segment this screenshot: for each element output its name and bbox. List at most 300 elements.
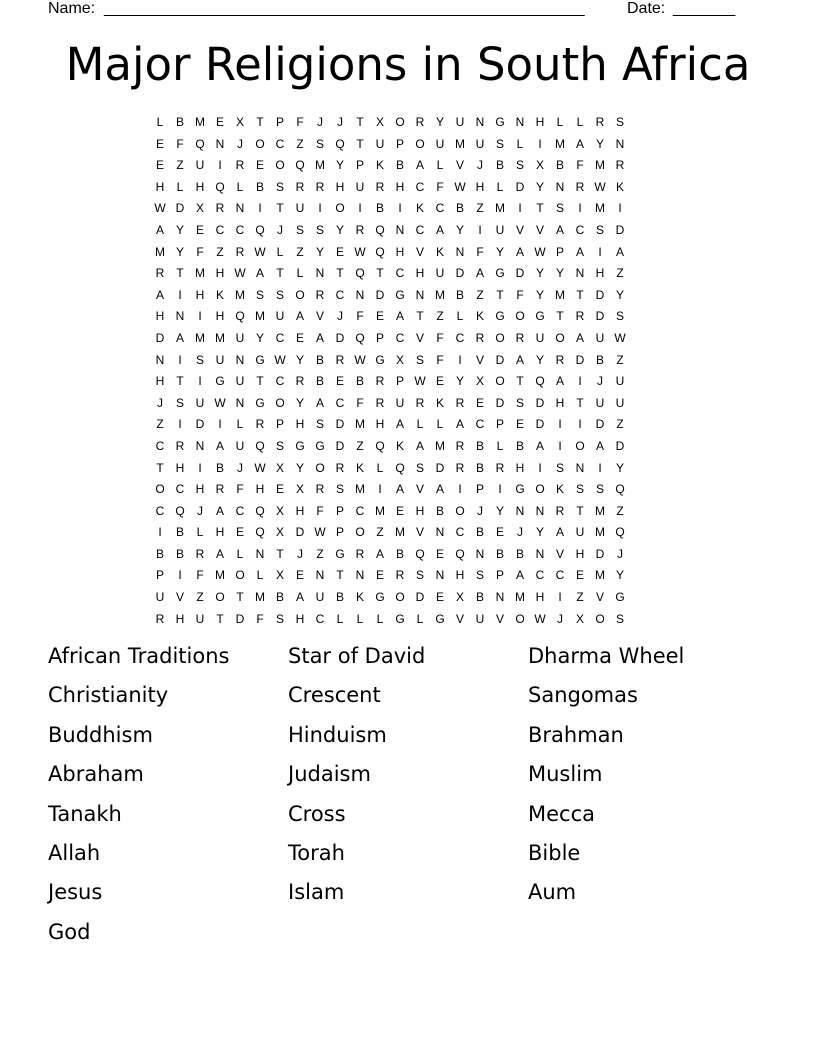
grid-letter[interactable]: Y (255, 330, 264, 345)
grid-letter[interactable]: P (395, 374, 404, 389)
grid-letter[interactable]: A (175, 330, 184, 345)
grid-letter[interactable]: S (275, 179, 284, 194)
grid-letter[interactable]: J (317, 115, 323, 129)
grid-letter[interactable]: T (276, 201, 284, 216)
grid-letter[interactable]: D (595, 287, 605, 302)
grid-letter[interactable]: Q (195, 136, 205, 151)
grid-letter[interactable]: X (275, 460, 284, 475)
grid-letter[interactable]: C (275, 374, 285, 389)
grid-letter[interactable]: S (555, 460, 564, 475)
grid-letter[interactable]: E (515, 417, 524, 432)
grid-letter[interactable]: S (615, 309, 624, 324)
grid-letter[interactable]: Z (196, 590, 204, 605)
grid-letter[interactable]: C (455, 330, 465, 345)
grid-letter[interactable]: O (235, 568, 245, 583)
grid-letter[interactable]: F (176, 136, 184, 151)
grid-letter[interactable]: V (595, 590, 604, 605)
grid-letter[interactable]: L (376, 460, 384, 475)
grid-letter[interactable]: Q (215, 179, 225, 194)
grid-letter[interactable]: Q (235, 309, 245, 324)
grid-letter[interactable]: M (435, 287, 445, 302)
grid-letter[interactable]: M (215, 330, 225, 345)
grid-letter[interactable]: E (435, 374, 444, 389)
grid-letter[interactable]: T (276, 266, 284, 281)
grid-letter[interactable]: Y (295, 352, 304, 367)
grid-letter[interactable]: I (558, 417, 562, 432)
grid-letter[interactable]: O (555, 330, 565, 345)
grid-letter[interactable]: Q (355, 266, 365, 281)
grid-letter[interactable]: R (215, 201, 225, 216)
grid-letter[interactable]: S (615, 611, 624, 626)
grid-letter[interactable]: N (175, 309, 185, 324)
grid-letter[interactable]: P (495, 568, 504, 583)
grid-letter[interactable]: U (235, 374, 245, 389)
grid-letter[interactable]: R (415, 395, 425, 410)
grid-letter[interactable]: K (555, 482, 564, 497)
grid-letter[interactable]: A (435, 222, 444, 237)
grid-letter[interactable]: Q (375, 438, 385, 453)
grid-letter[interactable]: C (475, 417, 485, 432)
grid-letter[interactable]: W (274, 352, 286, 367)
grid-letter[interactable]: G (495, 266, 505, 281)
grid-letter[interactable]: R (195, 546, 205, 561)
grid-letter[interactable]: E (275, 482, 284, 497)
grid-letter[interactable]: H (295, 611, 305, 626)
grid-letter[interactable]: B (515, 546, 524, 561)
grid-letter[interactable]: O (335, 201, 345, 216)
grid-letter[interactable]: Q (255, 438, 265, 453)
grid-letter[interactable]: Z (616, 503, 624, 518)
grid-letter[interactable]: Q (615, 482, 625, 497)
grid-letter[interactable]: H (375, 417, 385, 432)
grid-letter[interactable]: H (395, 244, 405, 259)
grid-letter[interactable]: G (395, 611, 405, 626)
grid-letter[interactable]: I (258, 201, 262, 216)
grid-letter[interactable]: S (415, 568, 424, 583)
grid-letter[interactable]: Z (436, 309, 444, 324)
grid-letter[interactable]: Y (615, 460, 624, 475)
grid-letter[interactable]: R (335, 460, 345, 475)
grid-letter[interactable]: Y (175, 244, 184, 259)
grid-letter[interactable]: U (235, 330, 245, 345)
grid-letter[interactable]: E (495, 525, 504, 540)
grid-letter[interactable]: Z (156, 417, 164, 432)
grid-letter[interactable]: D (175, 201, 185, 216)
grid-letter[interactable]: F (316, 503, 324, 518)
grid-letter[interactable]: L (376, 611, 384, 626)
grid-letter[interactable]: B (215, 460, 224, 475)
grid-letter[interactable]: B (335, 590, 344, 605)
grid-letter[interactable]: T (576, 395, 584, 410)
grid-letter[interactable]: H (475, 179, 485, 194)
grid-letter[interactable]: U (455, 115, 465, 129)
grid-letter[interactable]: Q (395, 460, 405, 475)
grid-letter[interactable]: F (196, 244, 204, 259)
grid-letter[interactable]: H (215, 525, 225, 540)
grid-letter[interactable]: C (395, 330, 405, 345)
grid-letter[interactable]: L (516, 136, 524, 151)
grid-letter[interactable]: J (477, 503, 483, 518)
grid-letter[interactable]: I (178, 352, 182, 367)
grid-letter[interactable]: U (615, 395, 625, 410)
grid-letter[interactable]: G (315, 438, 325, 453)
grid-letter[interactable]: D (295, 525, 305, 540)
grid-letter[interactable]: U (395, 395, 405, 410)
grid-letter[interactable]: T (356, 136, 364, 151)
grid-letter[interactable]: Q (175, 503, 185, 518)
grid-letter[interactable]: H (175, 611, 185, 626)
grid-letter[interactable]: F (576, 158, 584, 173)
grid-letter[interactable]: N (435, 525, 445, 540)
grid-letter[interactable]: U (315, 590, 325, 605)
grid-letter[interactable]: V (455, 611, 464, 626)
grid-letter[interactable]: W (454, 179, 466, 194)
grid-letter[interactable]: T (216, 611, 224, 626)
grid-letter[interactable]: W (214, 395, 226, 410)
grid-letter[interactable]: G (375, 590, 385, 605)
grid-letter[interactable]: S (415, 352, 424, 367)
grid-letter[interactable]: J (557, 611, 563, 626)
grid-letter[interactable]: Z (616, 352, 624, 367)
grid-letter[interactable]: X (235, 115, 244, 129)
grid-letter[interactable]: Y (535, 266, 544, 281)
grid-letter[interactable]: C (535, 568, 545, 583)
grid-letter[interactable]: Y (295, 395, 304, 410)
grid-letter[interactable]: S (475, 568, 484, 583)
grid-letter[interactable]: Q (295, 158, 305, 173)
grid-letter[interactable]: V (455, 158, 464, 173)
grid-letter[interactable]: U (375, 136, 385, 151)
grid-letter[interactable]: A (315, 395, 324, 410)
grid-letter[interactable]: G (495, 115, 505, 129)
grid-letter[interactable]: O (255, 136, 265, 151)
grid-letter[interactable]: Z (616, 417, 624, 432)
grid-letter[interactable]: S (275, 611, 284, 626)
grid-letter[interactable]: L (416, 611, 424, 626)
grid-letter[interactable]: E (375, 309, 384, 324)
grid-letter[interactable]: R (315, 179, 325, 194)
grid-letter[interactable]: B (455, 287, 464, 302)
grid-letter[interactable]: Z (216, 244, 224, 259)
grid-letter[interactable]: S (175, 395, 184, 410)
grid-letter[interactable]: M (315, 158, 325, 173)
grid-letter[interactable]: J (277, 222, 283, 237)
grid-letter[interactable]: O (515, 611, 525, 626)
grid-letter[interactable]: M (355, 482, 365, 497)
grid-letter[interactable]: Y (455, 374, 464, 389)
grid-letter[interactable]: R (455, 438, 465, 453)
grid-letter[interactable]: P (495, 417, 504, 432)
grid-letter[interactable]: S (315, 222, 324, 237)
grid-letter[interactable]: Y (535, 287, 544, 302)
grid-letter[interactable]: R (415, 115, 425, 129)
grid-letter[interactable]: V (415, 525, 424, 540)
grid-letter[interactable]: A (615, 244, 624, 259)
grid-letter[interactable]: A (255, 266, 264, 281)
grid-letter[interactable]: C (155, 503, 165, 518)
grid-letter[interactable]: T (336, 568, 344, 583)
grid-letter[interactable]: A (295, 309, 304, 324)
grid-letter[interactable]: H (575, 546, 585, 561)
grid-letter[interactable]: S (595, 222, 604, 237)
grid-letter[interactable]: D (595, 309, 605, 324)
grid-letter[interactable]: K (355, 460, 364, 475)
grid-letter[interactable]: R (175, 438, 185, 453)
grid-letter[interactable]: R (375, 179, 385, 194)
grid-letter[interactable]: H (535, 115, 545, 129)
grid-letter[interactable]: F (296, 115, 304, 129)
grid-letter[interactable]: F (476, 244, 484, 259)
grid-letter[interactable]: J (337, 115, 343, 129)
grid-letter[interactable]: L (356, 611, 364, 626)
grid-letter[interactable]: D (455, 266, 465, 281)
grid-letter[interactable]: V (415, 244, 424, 259)
grid-letter[interactable]: N (255, 546, 265, 561)
grid-letter[interactable]: A (215, 438, 224, 453)
grid-letter[interactable]: N (235, 395, 245, 410)
grid-letter[interactable]: I (478, 222, 482, 237)
grid-letter[interactable]: Q (255, 222, 265, 237)
grid-letter[interactable]: R (295, 179, 305, 194)
grid-letter[interactable]: X (375, 115, 384, 129)
grid-letter[interactable]: M (215, 568, 225, 583)
grid-letter[interactable]: C (355, 503, 365, 518)
grid-letter[interactable]: L (556, 115, 564, 129)
grid-letter[interactable]: C (235, 503, 245, 518)
grid-letter[interactable]: M (395, 525, 405, 540)
grid-letter[interactable]: N (215, 136, 225, 151)
grid-letter[interactable]: N (475, 546, 485, 561)
grid-letter[interactable]: T (536, 201, 544, 216)
grid-letter[interactable]: H (175, 460, 185, 475)
grid-letter[interactable]: C (455, 525, 465, 540)
grid-letter[interactable]: P (155, 568, 164, 583)
grid-letter[interactable]: S (315, 136, 324, 151)
grid-letter[interactable]: L (256, 568, 264, 583)
grid-letter[interactable]: T (516, 374, 524, 389)
grid-letter[interactable]: A (415, 158, 424, 173)
grid-letter[interactable]: E (375, 568, 384, 583)
grid-letter[interactable]: R (375, 374, 385, 389)
grid-letter[interactable]: I (578, 417, 582, 432)
grid-letter[interactable]: S (515, 158, 524, 173)
grid-letter[interactable]: F (196, 568, 204, 583)
grid-letter[interactable]: M (555, 136, 565, 151)
grid-letter[interactable]: I (578, 374, 582, 389)
grid-letter[interactable]: Q (255, 525, 265, 540)
grid-letter[interactable]: V (535, 222, 544, 237)
grid-letter[interactable]: J (157, 395, 163, 410)
grid-letter[interactable]: U (595, 330, 605, 345)
grid-letter[interactable]: Z (476, 287, 484, 302)
grid-letter[interactable]: M (195, 330, 205, 345)
grid-letter[interactable]: L (496, 438, 504, 453)
grid-letter[interactable]: O (395, 590, 405, 605)
grid-letter[interactable]: L (456, 309, 464, 324)
grid-letter[interactable]: M (375, 503, 385, 518)
grid-letter[interactable]: B (315, 374, 324, 389)
grid-letter[interactable]: J (337, 309, 343, 324)
grid-letter[interactable]: J (197, 503, 203, 518)
grid-letter[interactable]: T (176, 374, 184, 389)
grid-letter[interactable]: M (355, 417, 365, 432)
grid-letter[interactable]: N (415, 287, 425, 302)
grid-letter[interactable]: C (275, 330, 285, 345)
grid-letter[interactable]: R (475, 330, 485, 345)
grid-letter[interactable]: R (555, 352, 565, 367)
grid-letter[interactable]: B (595, 352, 604, 367)
grid-letter[interactable]: B (155, 546, 164, 561)
grid-letter[interactable]: B (475, 525, 484, 540)
grid-letter[interactable]: F (256, 611, 264, 626)
grid-letter[interactable]: Y (175, 222, 184, 237)
grid-letter[interactable]: O (355, 525, 365, 540)
grid-letter[interactable]: R (575, 309, 585, 324)
grid-letter[interactable]: Q (455, 546, 465, 561)
grid-letter[interactable]: H (515, 460, 525, 475)
grid-letter[interactable]: I (178, 568, 182, 583)
grid-letter[interactable]: C (395, 266, 405, 281)
grid-letter[interactable]: D (435, 460, 445, 475)
grid-letter[interactable]: O (515, 309, 525, 324)
grid-letter[interactable]: H (535, 590, 545, 605)
grid-letter[interactable]: Q (355, 330, 365, 345)
grid-letter[interactable]: M (435, 438, 445, 453)
grid-letter[interactable]: W (234, 266, 246, 281)
grid-letter[interactable]: H (295, 503, 305, 518)
grid-letter[interactable]: Y (315, 244, 324, 259)
grid-letter[interactable]: V (315, 309, 324, 324)
grid-letter[interactable]: B (395, 158, 404, 173)
grid-letter[interactable]: T (356, 115, 364, 129)
grid-letter[interactable]: T (236, 590, 244, 605)
grid-letter[interactable]: S (575, 482, 584, 497)
grid-letter[interactable]: Y (295, 460, 304, 475)
grid-letter[interactable]: R (455, 460, 465, 475)
grid-letter[interactable]: R (375, 395, 385, 410)
grid-letter[interactable]: U (235, 438, 245, 453)
grid-letter[interactable]: B (395, 546, 404, 561)
grid-letter[interactable]: X (395, 352, 404, 367)
grid-letter[interactable]: Q (375, 244, 385, 259)
grid-letter[interactable]: D (155, 330, 165, 345)
grid-letter[interactable]: N (195, 438, 205, 453)
grid-letter[interactable]: H (415, 503, 425, 518)
grid-letter[interactable]: D (415, 590, 425, 605)
grid-letter[interactable]: H (155, 179, 165, 194)
grid-letter[interactable]: R (555, 503, 565, 518)
grid-letter[interactable]: E (155, 136, 164, 151)
grid-letter[interactable]: Y (535, 525, 544, 540)
grid-letter[interactable]: T (576, 503, 584, 518)
grid-letter[interactable]: F (436, 352, 444, 367)
grid-letter[interactable]: R (455, 395, 465, 410)
grid-letter[interactable]: I (538, 460, 542, 475)
grid-letter[interactable]: L (236, 417, 244, 432)
grid-letter[interactable]: U (195, 611, 205, 626)
grid-letter[interactable]: M (455, 136, 465, 151)
grid-letter[interactable]: Y (555, 266, 564, 281)
grid-letter[interactable]: J (517, 525, 523, 540)
grid-letter[interactable]: M (255, 590, 265, 605)
grid-letter[interactable]: M (595, 503, 605, 518)
grid-letter[interactable]: M (235, 287, 245, 302)
grid-letter[interactable]: O (415, 136, 425, 151)
grid-letter[interactable]: I (538, 136, 542, 151)
grid-letter[interactable]: U (475, 611, 485, 626)
grid-letter[interactable]: C (415, 222, 425, 237)
grid-letter[interactable]: Z (316, 546, 324, 561)
grid-letter[interactable]: A (535, 438, 544, 453)
grid-letter[interactable]: V (555, 546, 564, 561)
grid-letter[interactable]: F (436, 179, 444, 194)
grid-letter[interactable]: M (255, 309, 265, 324)
grid-letter[interactable]: W (154, 201, 166, 216)
grid-letter[interactable]: A (475, 266, 484, 281)
grid-letter[interactable]: F (436, 330, 444, 345)
grid-letter[interactable]: K (375, 158, 384, 173)
date-field[interactable]: _______ (673, 0, 736, 17)
grid-letter[interactable]: C (335, 395, 345, 410)
grid-letter[interactable]: G (515, 482, 525, 497)
grid-letter[interactable]: A (575, 136, 584, 151)
grid-letter[interactable]: N (395, 222, 405, 237)
grid-letter[interactable]: D (495, 395, 505, 410)
grid-letter[interactable]: N (235, 201, 245, 216)
grid-letter[interactable]: L (156, 115, 164, 129)
grid-letter[interactable]: Y (535, 352, 544, 367)
grid-letter[interactable]: B (275, 590, 284, 605)
grid-letter[interactable]: D (615, 438, 625, 453)
grid-letter[interactable]: P (355, 158, 364, 173)
grid-letter[interactable]: Y (595, 136, 604, 151)
grid-letter[interactable]: F (236, 482, 244, 497)
grid-letter[interactable]: R (255, 417, 265, 432)
grid-letter[interactable]: R (355, 222, 365, 237)
grid-letter[interactable]: L (496, 179, 504, 194)
grid-letter[interactable]: F (356, 395, 364, 410)
grid-letter[interactable]: E (435, 546, 444, 561)
grid-letter[interactable]: N (355, 568, 365, 583)
grid-letter[interactable]: E (575, 568, 584, 583)
grid-letter[interactable]: I (558, 590, 562, 605)
grid-letter[interactable]: R (295, 374, 305, 389)
grid-letter[interactable]: T (256, 115, 264, 129)
grid-letter[interactable]: B (175, 525, 184, 540)
grid-letter[interactable]: T (556, 309, 564, 324)
grid-letter[interactable]: L (296, 266, 304, 281)
grid-letter[interactable]: U (475, 136, 485, 151)
grid-letter[interactable]: T (416, 309, 424, 324)
grid-letter[interactable]: C (435, 201, 445, 216)
grid-letter[interactable]: B (255, 179, 264, 194)
grid-letter[interactable]: W (594, 179, 606, 194)
grid-letter[interactable]: L (236, 546, 244, 561)
grid-letter[interactable]: I (178, 417, 182, 432)
grid-letter[interactable]: E (475, 395, 484, 410)
grid-letter[interactable]: U (435, 266, 445, 281)
grid-letter[interactable]: Y (495, 503, 504, 518)
grid-letter[interactable]: H (155, 374, 165, 389)
grid-letter[interactable]: V (475, 352, 484, 367)
grid-letter[interactable]: U (595, 395, 605, 410)
grid-letter[interactable]: N (235, 352, 245, 367)
grid-letter[interactable]: I (318, 201, 322, 216)
grid-letter[interactable]: V (515, 222, 524, 237)
grid-letter[interactable]: A (555, 222, 564, 237)
grid-letter[interactable]: A (455, 417, 464, 432)
grid-letter[interactable]: G (395, 287, 405, 302)
